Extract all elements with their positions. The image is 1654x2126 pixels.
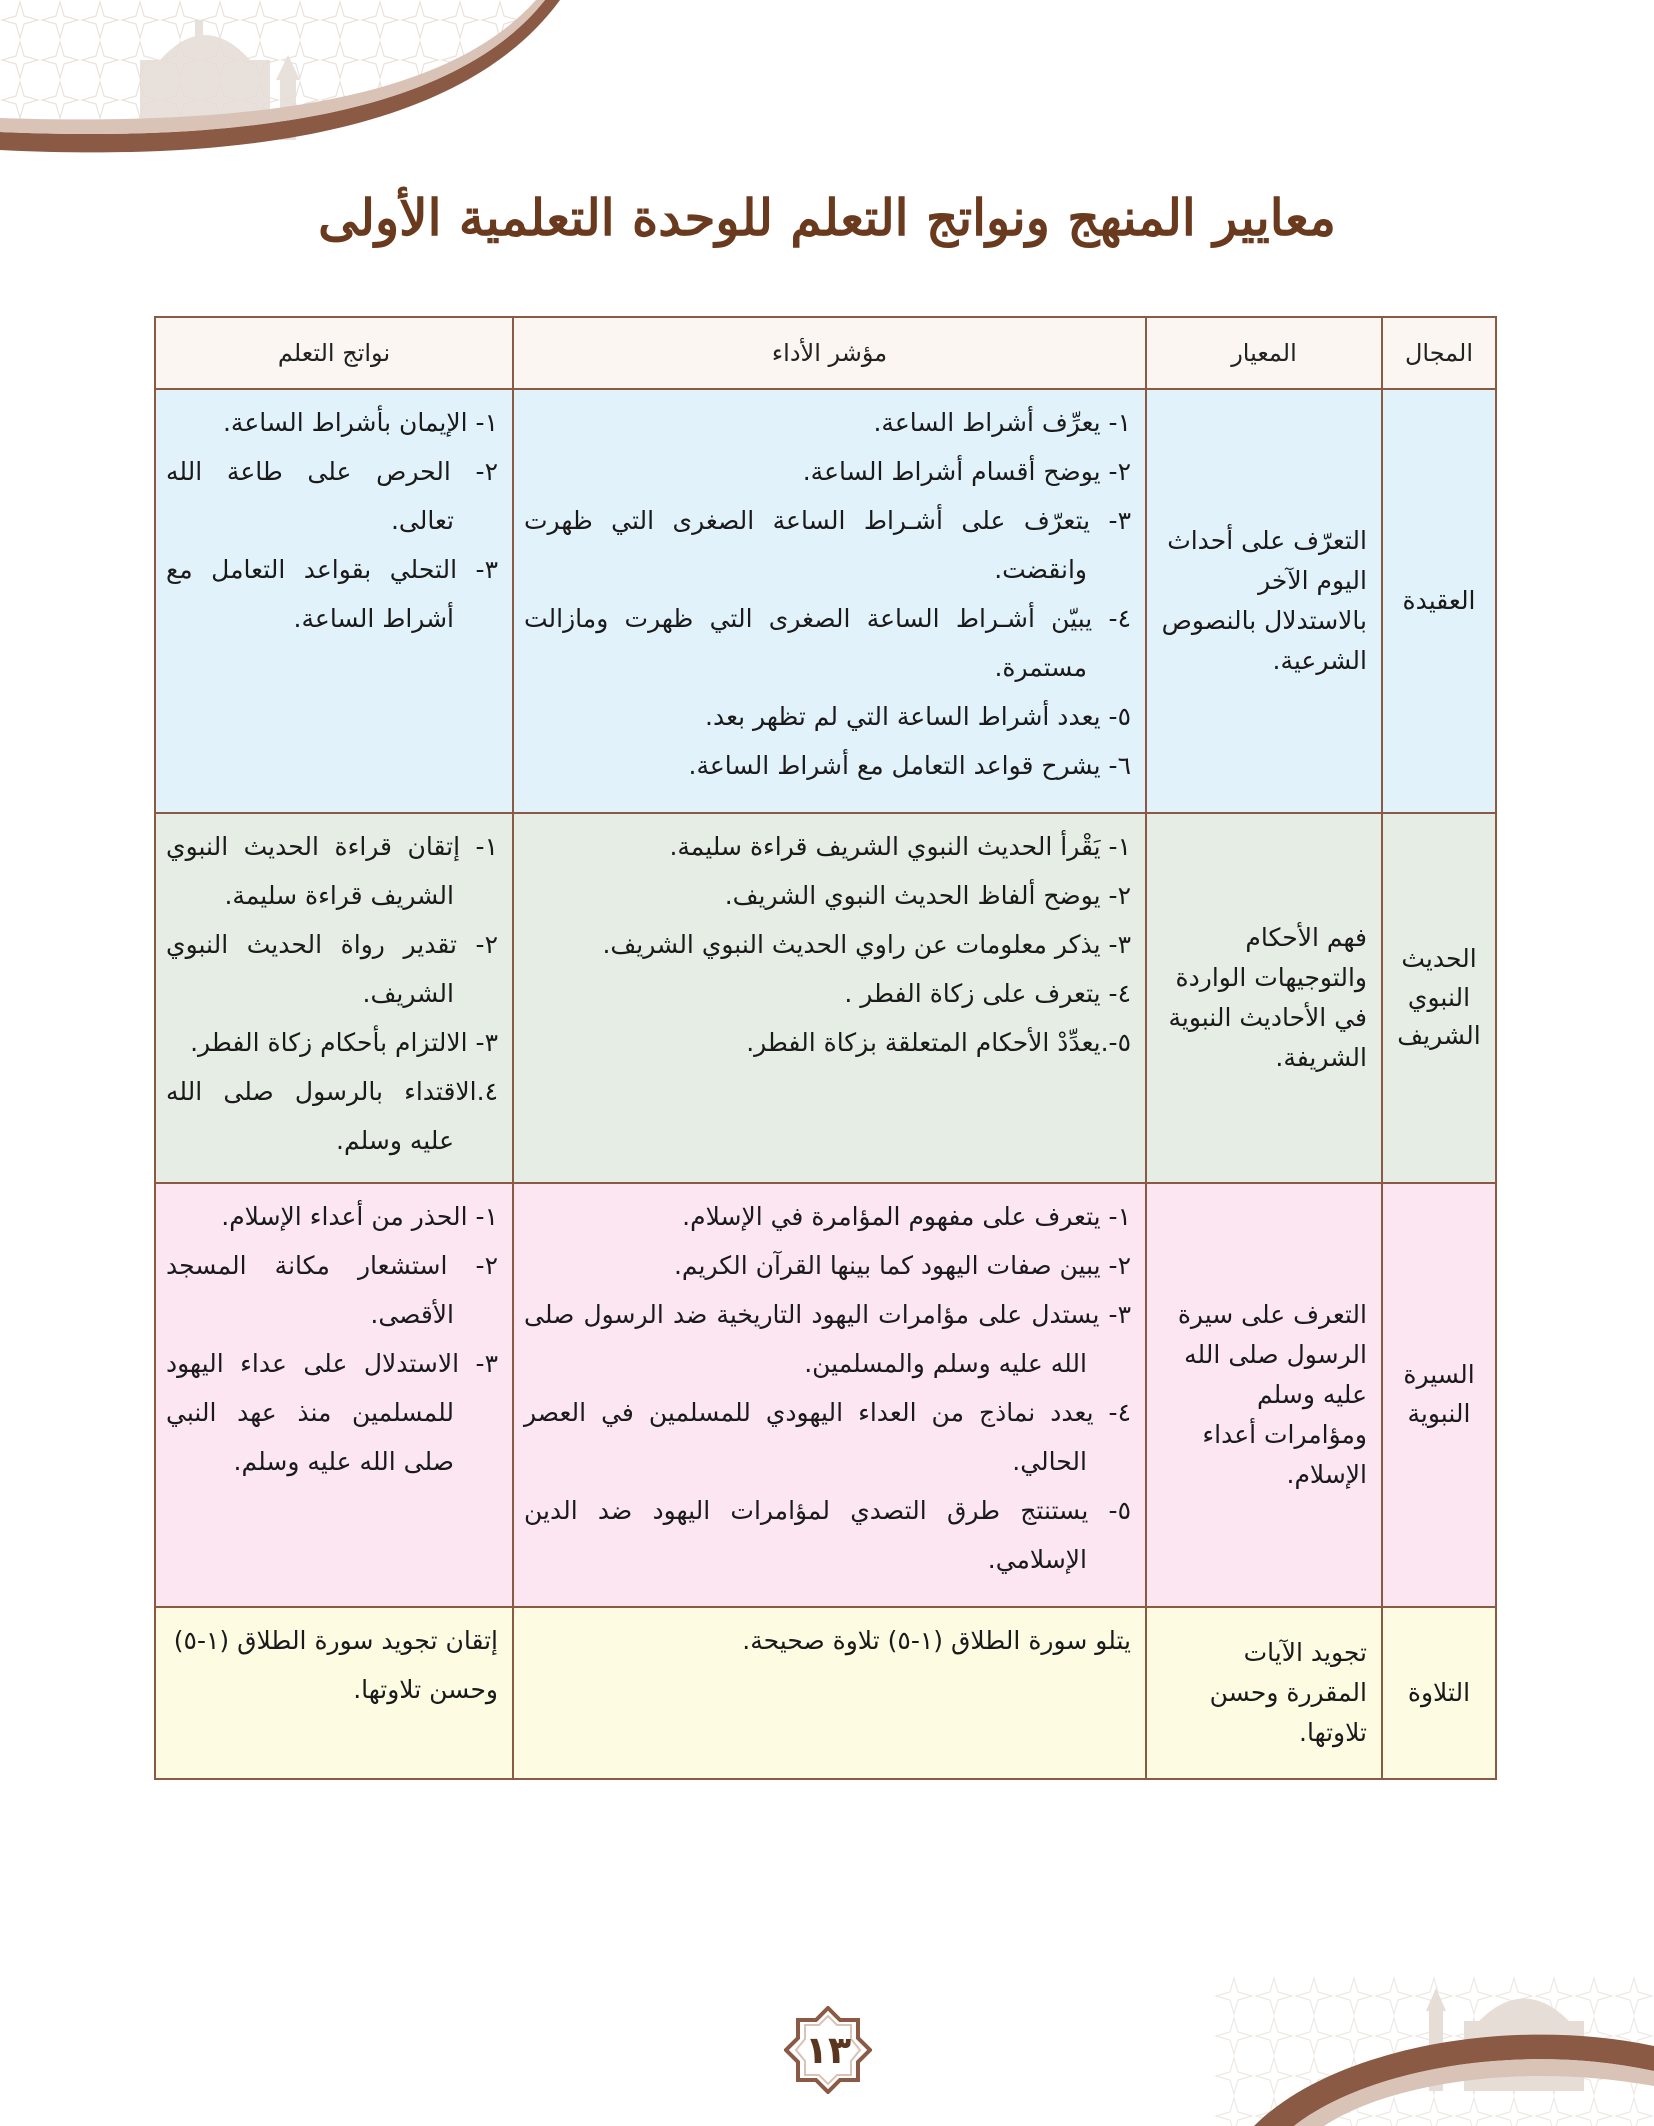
list-item: ٣- يستدل على مؤامرات اليهود التاريخية ضد الرسول صلى الله عليه وسلم والمسلمين. [524, 1300, 1131, 1378]
list-item: ١- يعرِّف أشراط الساعة. [873, 408, 1131, 437]
header-outcomes: نواتج التعلم [155, 317, 513, 389]
list-item: ٦- يشرح قواعد التعامل مع أشراط الساعة. [688, 751, 1131, 780]
indicator-text: يتلو سورة الطلاق (١-٥) تلاوة صحيحة. [742, 1626, 1131, 1655]
outcome-cell [155, 389, 513, 813]
list-item: ٤- يعدد نماذج من العداء اليهودي للمسلمين في العصر الحالي. [524, 1398, 1131, 1476]
standard-cell: فهم الأحكام والتوجيهات الواردة في الأحاديث النبوية الشريفة. [1146, 813, 1382, 1183]
list-item: ٢- يوضح ألفاظ الحديث النبوي الشريف. [724, 881, 1131, 910]
list-item: ١- يَقْرأ الحديث النبوي الشريف قراءة سليمة. [669, 832, 1131, 861]
list-item: ١- الحذر من أعداء الإسلام. [221, 1202, 498, 1231]
table-row [155, 389, 1496, 813]
list-item: ٢- الحرص على طاعة الله تعالى. [166, 457, 498, 535]
standard-cell: تجويد الآيات المقررة وحسن تلاوتها. [1146, 1607, 1382, 1779]
domain-cell: العقيدة [1382, 389, 1496, 813]
list-item: ٣- الاستدلال على عداء اليهود للمسلمين منذ عهد النبي صلى الله عليه وسلم. [166, 1349, 498, 1476]
list-item: ٢- تقدير رواة الحديث النبوي الشريف. [166, 930, 498, 1008]
list-item: ٤- يبيّن أشـراط الساعة الصغرى التي ظهرت ومازالت مستمرة. [524, 604, 1131, 682]
table-row [155, 813, 1496, 1183]
indicator-cell [513, 389, 1146, 813]
list-item: ٤.الاقتداء بالرسول صلى الله عليه وسلم. [166, 1077, 498, 1155]
outcome-text: إتقان تجويد سورة الطلاق (١-٥) وحسن تلاوتها. [173, 1626, 498, 1704]
outcome-cell [155, 1607, 513, 1779]
curriculum-table [154, 316, 1497, 1780]
list-item: ٢- يبين صفات اليهود كما بينها القرآن الكريم. [673, 1251, 1131, 1280]
list-item: ١- يتعرف على مفهوم المؤامرة في الإسلام. [682, 1202, 1131, 1231]
list-item: ٥- يستنتج طرق التصدي لمؤامرات اليهود ضد الدين الإسلامي. [524, 1496, 1131, 1574]
indicator-cell [513, 1607, 1146, 1779]
table-header-row [155, 317, 1496, 389]
list-item: ٣- التحلي بقواعد التعامل مع أشراط الساعة. [166, 555, 498, 633]
list-item: ٣- يذكر معلومات عن راوي الحديث النبوي الشريف. [602, 930, 1131, 959]
page-title: معايير المنهج ونواتج التعلم للوحدة التعلمية الأولى [318, 188, 1336, 247]
header-indicator: مؤشر الأداء [513, 317, 1146, 389]
indicator-cell [513, 1183, 1146, 1607]
list-item: ٣- الالتزام بأحكام زكاة الفطر. [190, 1028, 498, 1057]
outcome-cell [155, 813, 513, 1183]
bottom-corner-ornament [1214, 1976, 1654, 2126]
list-item: ٥- يعدد أشراط الساعة التي لم تظهر بعد. [705, 702, 1131, 731]
list-item: ٥-.يعدِّدْ الأحكام المتعلقة بزكاة الفطر. [746, 1028, 1131, 1057]
table-row [155, 1183, 1496, 1607]
list-item: ١- إتقان قراءة الحديث النبوي الشريف قراءة سليمة. [166, 832, 498, 910]
indicator-cell [513, 813, 1146, 1183]
outcome-cell [155, 1183, 513, 1607]
domain-cell: السيرة النبوية [1382, 1183, 1496, 1607]
top-corner-ornament [0, 0, 600, 170]
list-item: ٣- يتعرّف على أشـراط الساعة الصغرى التي ظهرت وانقضت. [524, 506, 1131, 584]
header-domain: المجال [1382, 317, 1496, 389]
list-item: ٢- استشعار مكانة المسجد الأقصى. [166, 1251, 498, 1329]
standard-cell: التعرّف على أحداث اليوم الآخر بالاستدلال بالنصوص الشرعية. [1146, 389, 1382, 813]
curriculum-table-container [156, 316, 1497, 1780]
domain-cell: التلاوة [1382, 1607, 1496, 1779]
list-item: ٢- يوضح أقسام أشراط الساعة. [802, 457, 1131, 486]
domain-cell: الحديث النبوي الشريف [1382, 813, 1496, 1183]
table-row [155, 1607, 1496, 1779]
list-item: ١- الإيمان بأشراط الساعة. [222, 408, 498, 437]
standard-cell: التعرف على سيرة الرسول صلى الله عليه وسلم ومؤامرات أعداء الإسلام. [1146, 1183, 1382, 1607]
list-item: ٤- يتعرف على زكاة الفطر . [844, 979, 1131, 1008]
page-number: ١٣ [804, 2028, 852, 2072]
header-standard: المعيار [1146, 317, 1382, 389]
